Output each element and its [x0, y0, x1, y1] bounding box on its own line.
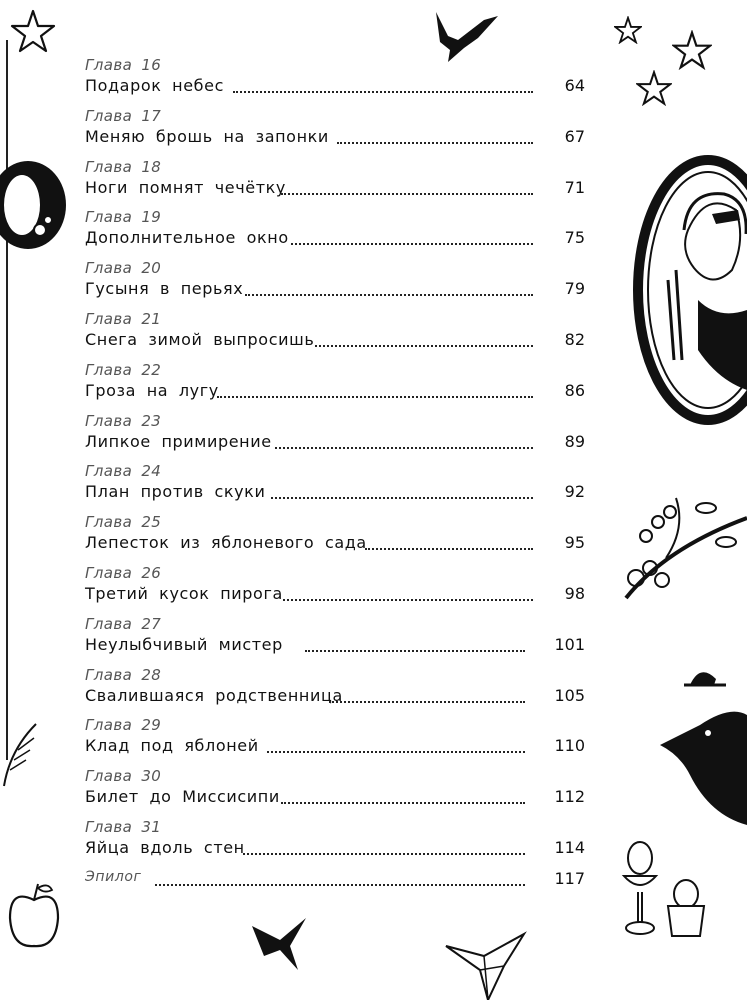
chapter-title: Билет до Миссисипи [85, 787, 284, 806]
page-number: 114 [554, 837, 585, 857]
page-number: 105 [554, 685, 585, 705]
chapter-label: Глава 19 [85, 208, 162, 227]
chapter-label: Глава 28 [85, 665, 162, 684]
dot-leader [243, 853, 525, 855]
toc-entry[interactable] [85, 767, 585, 818]
chapter-title: Подарок небес [85, 76, 228, 95]
dot-leader [281, 802, 525, 804]
toc-entry[interactable] [85, 513, 585, 564]
page-number: 117 [554, 868, 585, 888]
dot-leader [365, 548, 533, 550]
portrait-medallion-icon [0, 160, 70, 250]
star-icon [672, 30, 712, 70]
chapter-title: Ноги помнят чечётку [85, 178, 290, 197]
chapter-label: Глава 21 [85, 309, 162, 328]
chapter-title: Меняю брошь на запонки [85, 127, 333, 146]
apple-icon [4, 880, 64, 952]
crow-with-hat-icon [650, 655, 747, 825]
page-number: 71 [564, 177, 585, 197]
toc-entry[interactable] [85, 666, 585, 717]
chapter-title: Третий кусок пирога [85, 584, 287, 603]
table-of-contents [85, 56, 585, 903]
toc-entry[interactable] [85, 56, 585, 107]
chapter-label: Глава 18 [85, 157, 162, 176]
dot-leader [217, 396, 533, 398]
page-number: 92 [564, 482, 585, 502]
page-number: 95 [564, 533, 585, 553]
chapter-title: Яйца вдоль стен [85, 838, 249, 857]
lady-portrait-frame-icon [628, 150, 747, 440]
chapter-title: Неулыбчивый мистер [85, 635, 287, 654]
egg-cups-icon [614, 836, 710, 946]
toc-entry[interactable] [85, 818, 585, 869]
page-number: 86 [564, 380, 585, 400]
page-edge-rule [6, 40, 8, 760]
toc-entry-epilogue[interactable] [85, 869, 585, 903]
page-number: 101 [554, 634, 585, 654]
origami-crane-icon [444, 930, 534, 1000]
chapter-label: Глава 24 [85, 462, 162, 481]
toc-entry[interactable] [85, 615, 585, 666]
chapter-title: План против скуки [85, 482, 269, 501]
toc-entry[interactable] [85, 208, 585, 259]
toc-entry[interactable] [85, 564, 585, 615]
page-number: 89 [564, 431, 585, 451]
dot-leader [291, 243, 533, 245]
chapter-label: Глава 25 [85, 513, 162, 532]
epilogue-title: Эпилог [85, 869, 146, 885]
toc-entry[interactable] [85, 310, 585, 361]
dot-leader [329, 701, 525, 703]
page-number: 110 [554, 736, 585, 756]
chapter-title: Липкое примирение [85, 432, 276, 451]
chapter-label: Глава 16 [85, 56, 162, 74]
page-number: 75 [564, 228, 585, 248]
page-number: 79 [564, 279, 585, 299]
star-icon [614, 16, 642, 44]
page-number: 98 [564, 583, 585, 603]
toc-entry[interactable] [85, 412, 585, 463]
toc-entry[interactable] [85, 462, 585, 513]
chapter-title: Гроза на лугу [85, 381, 223, 400]
toc-entry[interactable] [85, 259, 585, 310]
dot-leader [275, 447, 533, 449]
chapter-label: Глава 27 [85, 614, 162, 633]
dot-leader [305, 650, 525, 652]
blossom-branch-icon [606, 488, 747, 608]
dot-leader [233, 91, 533, 93]
dot-leader [155, 884, 525, 886]
chapter-label: Глава 26 [85, 563, 162, 582]
chapter-label: Глава 23 [85, 411, 162, 430]
page-number: 112 [554, 787, 585, 807]
dot-leader [315, 345, 533, 347]
chapter-label: Глава 31 [85, 817, 162, 836]
star-icon [10, 8, 56, 54]
flying-bird-icon [250, 916, 312, 974]
chapter-label: Глава 20 [85, 259, 162, 278]
chapter-title: Клад под яблоней [85, 736, 263, 755]
dot-leader [337, 142, 533, 144]
toc-entry[interactable] [85, 361, 585, 412]
page-number: 64 [564, 76, 585, 95]
page-number: 67 [564, 126, 585, 146]
dot-leader [281, 193, 533, 195]
chapter-title: Снега зимой выпросишь [85, 330, 318, 349]
dot-leader [267, 751, 525, 753]
toc-entry[interactable] [85, 107, 585, 158]
chapter-title: Дополнительное окно [85, 228, 293, 247]
bird-icon [428, 10, 500, 68]
toc-entry[interactable] [85, 158, 585, 209]
chapter-label: Глава 22 [85, 360, 162, 379]
chapter-title: Лепесток из яблоневого сада [85, 533, 371, 552]
star-icon [636, 70, 672, 106]
chapter-title: Свалившаяся родственница [85, 686, 347, 705]
dot-leader [271, 497, 533, 499]
dot-leader [283, 599, 533, 601]
chapter-label: Глава 30 [85, 767, 162, 786]
toc-entry[interactable] [85, 716, 585, 767]
dot-leader [245, 294, 533, 296]
chapter-label: Глава 29 [85, 716, 162, 735]
feather-icon [0, 720, 40, 790]
chapter-title: Гусыня в перьях [85, 279, 247, 298]
chapter-label: Глава 17 [85, 106, 162, 125]
page-number: 82 [564, 329, 585, 349]
